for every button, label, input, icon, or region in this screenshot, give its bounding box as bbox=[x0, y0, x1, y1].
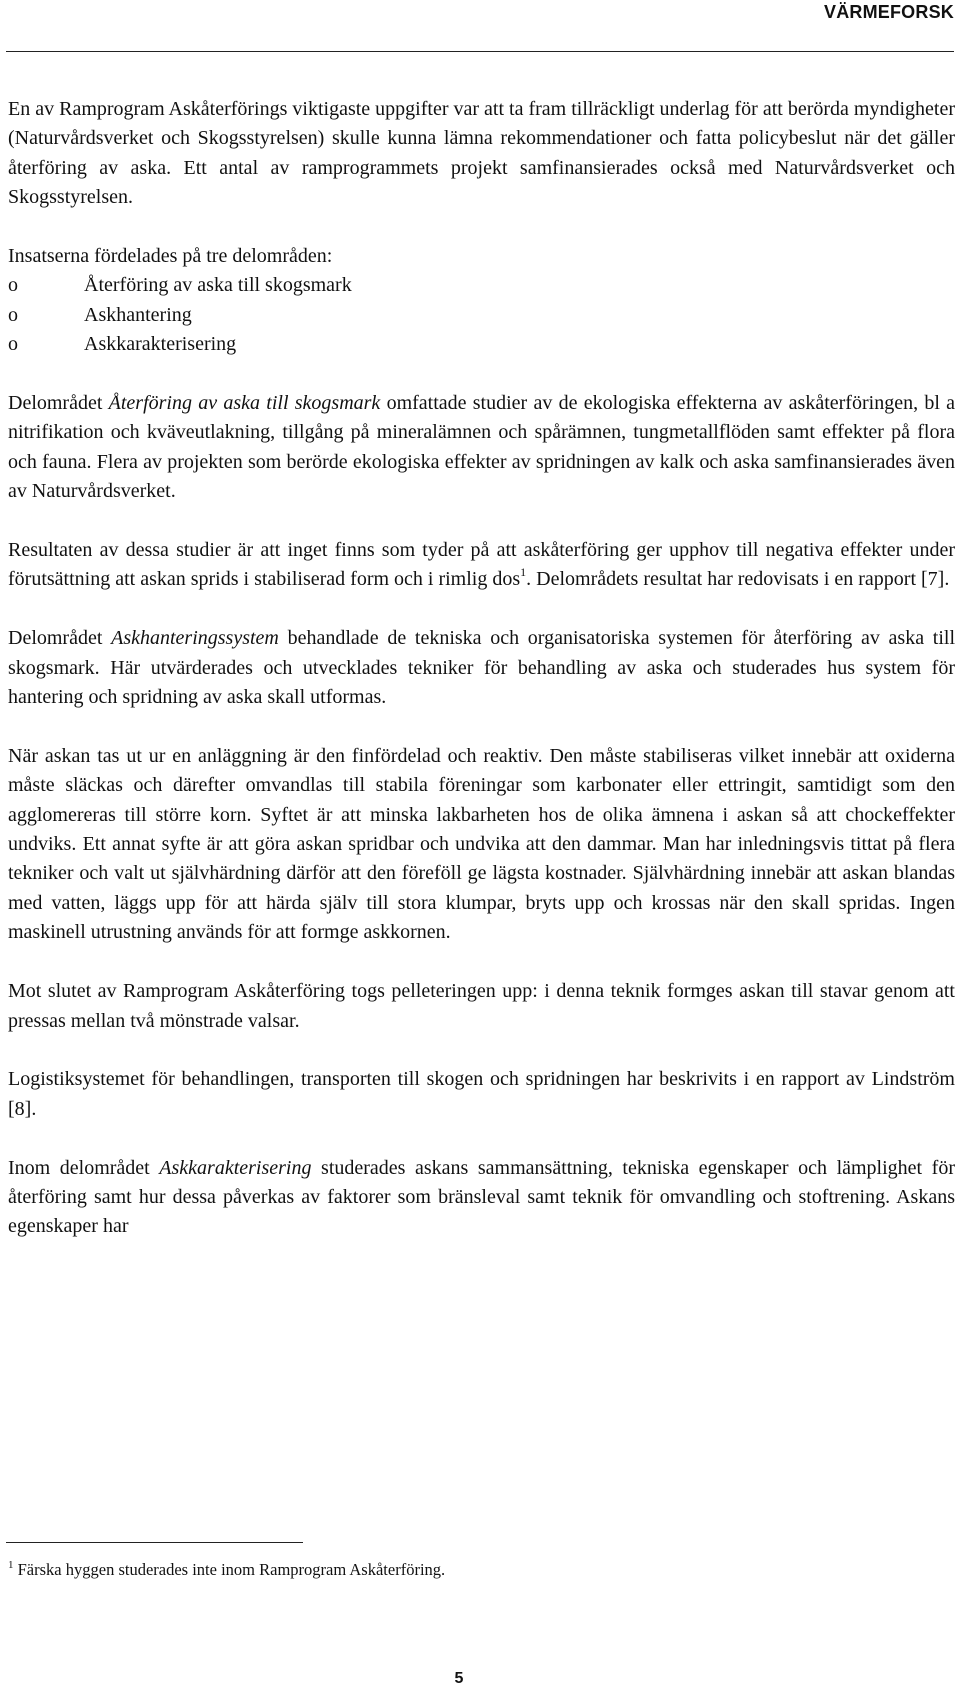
text-run: behandlade de tekniska och organisatoriska systemen för återföring av aska till skogsmark. Här utvärderades och utvecklades tekniker för behandling av aska och studerades hus system för hantering och spridning av aska skall utformas. bbox=[8, 627, 956, 709]
footnote-marker: 1 bbox=[8, 1559, 14, 1571]
footnote bbox=[8, 1560, 445, 1580]
brand-name: VÄRMEFORSK bbox=[823, 2, 954, 22]
footnote-text: Färska hyggen studerades inte inom Ramprogram Askåterföring. bbox=[13, 1560, 446, 1579]
page-number: 5 bbox=[454, 1670, 464, 1687]
text-run: omfattade studier av de ekologiska effekterna av askåterföringen, bl a nitrifikation och kväveutlakning, tillgång på mineralämnen och spårämnen, tungmetallflöden samt effekter på flora och fauna. Flera av projekten som berörde ekologiska effekter av spridningen av kalk och aska samfinansierades även av Naturvårdsverket. bbox=[8, 392, 956, 503]
paragraph-8: Logistiksystemet för behandlingen, transporten till skogen och spridningen har beskrivits i en rapport av Lindström [8]. bbox=[8, 1068, 955, 1120]
bullet-marker: o bbox=[8, 303, 18, 326]
text-run: Delområdet bbox=[8, 627, 112, 650]
text-run: studerades askans sammansättning, tekniska egenskaper och lämplighet för återföring samt hur dessa påverkas av faktorer som bränsleval samt teknik för omvandling och stoftrening. Askans egenskaper har bbox=[8, 1156, 955, 1238]
text-run: Inom delområdet bbox=[8, 1156, 160, 1179]
paragraph-7: Mot slutet av Ramprogram Askåterföring togs pelleteringen upp: i denna teknik formges askan till stavar genom att pressas mellan två mönstrade valsar. bbox=[8, 980, 955, 1032]
list-item bbox=[8, 301, 955, 330]
emphasis-text: Askhanteringssystem bbox=[111, 627, 279, 650]
bullet-marker: o bbox=[8, 333, 18, 356]
text-run: Delområdet bbox=[8, 392, 109, 415]
paragraph-3 bbox=[8, 389, 955, 507]
bullet-marker: o bbox=[8, 274, 18, 297]
text-run: Resultaten av dessa studier är att inget finns som tyder på att askåterföring ger upphov till negativa effekter under förutsättning att askan sprids i stabiliserad form och i rimlig dos bbox=[8, 539, 955, 591]
text-run: . Delområdets resultat har redovisats i en rapport [7]. bbox=[526, 568, 950, 591]
emphasis-text: Askkarakterisering bbox=[159, 1156, 312, 1179]
emphasis-text: Återföring av aska till skogsmark bbox=[108, 392, 381, 415]
footnote-rule bbox=[6, 1542, 303, 1543]
list-item-text: Återföring av aska till skogsmark bbox=[84, 274, 352, 297]
paragraph-9 bbox=[8, 1154, 955, 1242]
list-item-text: Askkarakterisering bbox=[84, 333, 237, 356]
list-item-text: Askhantering bbox=[84, 303, 192, 326]
subarea-list bbox=[8, 271, 955, 359]
list-item bbox=[8, 271, 955, 300]
page-header bbox=[0, 0, 960, 56]
paragraph-1: En av Ramprogram Askåterförings viktigaste uppgifter var att ta fram tillräckligt underlag för att berörda myndigheter (Naturvårdsverket och Skogsstyrelsen) skulle kunna lämna rekommendationer och fatta policybeslut när det gäller återföring av aska. Ett antal av ramprogrammets projekt samfinansierades också med Naturvårdsverket och Skogsstyrelsen. bbox=[8, 98, 955, 209]
list-intro: Insatserna fördelades på tre delområden: bbox=[8, 245, 333, 268]
paragraph-6: När askan tas ut ur en anläggning är den finfördelad och reaktiv. Den måste stabiliseras vilket innebär att oxiderna måste släckas och därefter omvandlas till stabila föreningar som karbonater eller ettringit, samtidigt som den agglomereras till större korn. Syftet är att minska lakbarheten hos de olika ämnena i askan så att chockeffekter undviks. Ett annat syfte är att göra askan spridbar och undvika att den dammar. Man har inledningsvis tittat på flera tekniker och valt ut självhärdning därför att den föreföll ge lägsta kostnader. Självhärdning innebär att askan blandas med vatten, läggs upp för att härda själv till stora klumpar, bryts upp och krossas när den skall spridas. Ingen maskinell utrustning används för att formge askkornen. bbox=[8, 744, 955, 944]
paragraph-4 bbox=[8, 536, 955, 595]
footnote-reference[interactable]: 1 bbox=[520, 565, 527, 580]
header-rule bbox=[6, 51, 954, 52]
list-item bbox=[8, 330, 955, 359]
body-text bbox=[8, 95, 955, 1271]
paragraph-5 bbox=[8, 624, 955, 712]
